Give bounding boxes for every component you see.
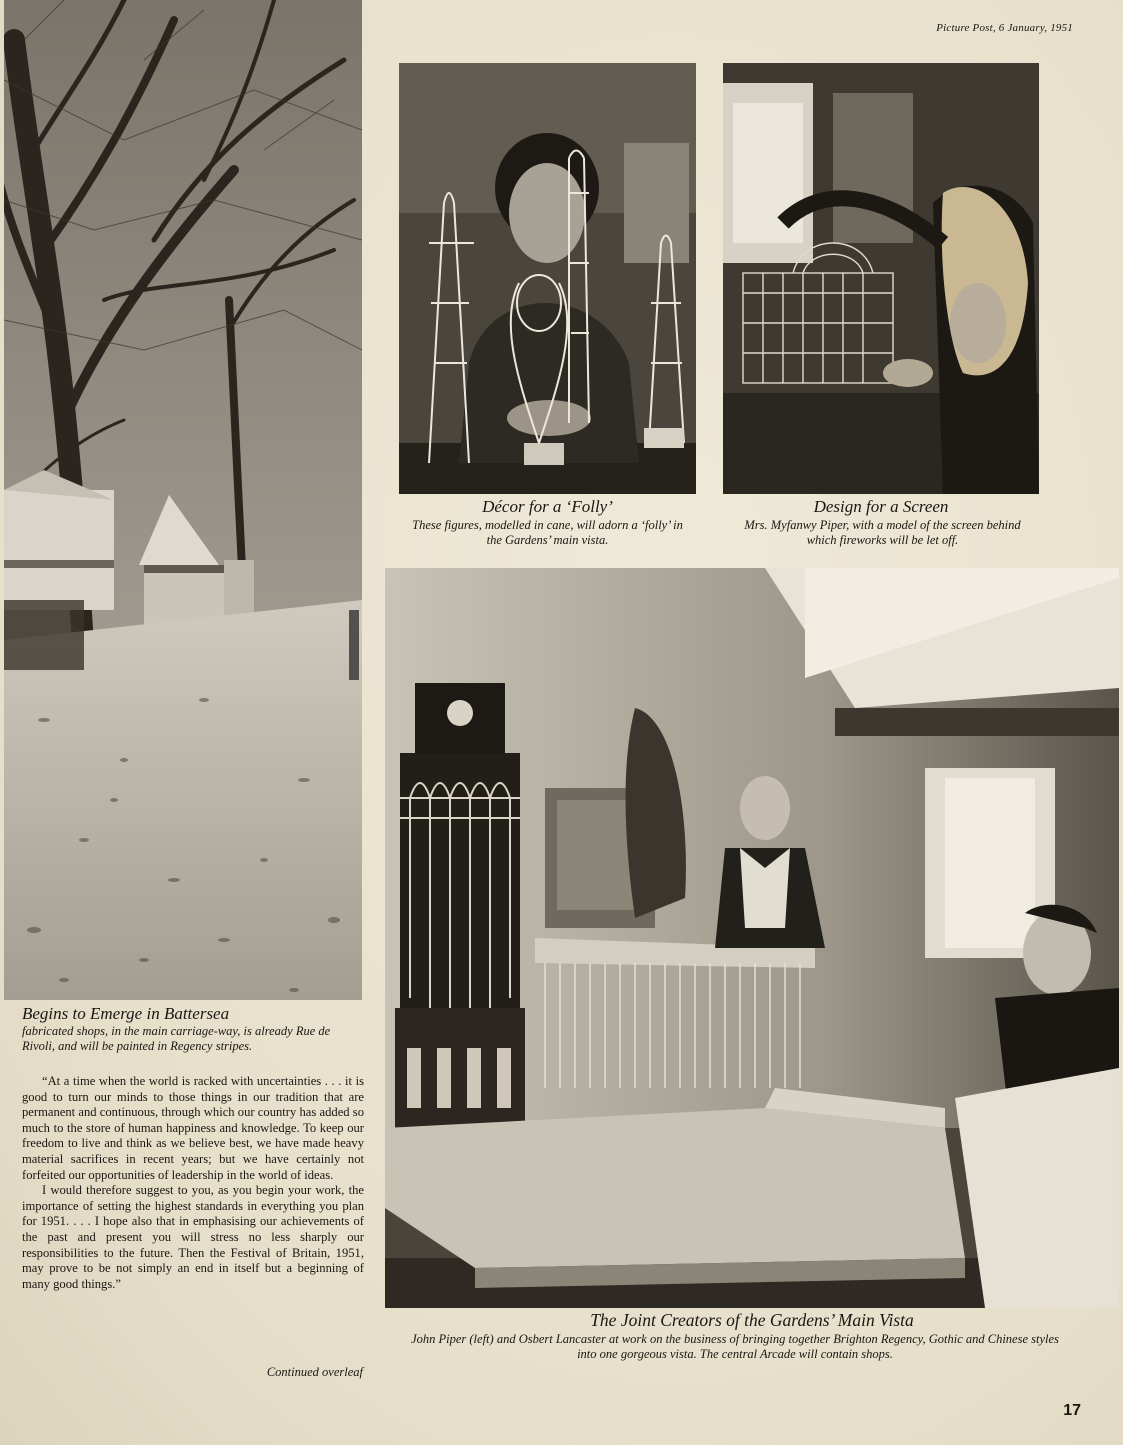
folly-title: Décor for a ‘Folly’ [482,497,613,516]
cane-figures-photo [399,63,696,494]
page-number: 17 [1063,1402,1081,1419]
article-paragraph-1: “At a time when the world is racked with uncertainties . . . it is good to turn our minds to those things in our tradition that are permanent and continuous, through which our country has added so much to the store of human happiness and knowledge. To keep our freedom to live and think as we believe best, we have made heavy material sacrifices in recent years; but we have certainly not forfeited our opportunities of leadership in the world of ideas. [22,1074,364,1182]
continued-overleaf: Continued overleaf [266,1365,363,1379]
screen-caption: Mrs. Myfanwy Piper, with a model of the screen behind which fireworks will be let off. [744,518,1021,547]
article-body [22,1074,364,1292]
folly-caption: These figures, modelled in cane, will adorn a ‘folly’ in the Gardens’ main vista. [412,518,683,547]
article-paragraph-2: I would therefore suggest to you, as you begin your work, the importance of setting the highest standards in everything you plan for 1951. . . . I hope also that in emphasising our achievements of the past and present you will stress no less sharply our responsibilities to the future. Then the Festival of Britain, 1951, may prove to be not simply an end in itself but a beginning of many good things.” [22,1183,364,1291]
vista-title: The Joint Creators of the Gardens’ Main Vista [590,1310,914,1330]
studio-vista-photo [385,568,1119,1308]
screen-model-photo [723,63,1039,494]
battersea-snow-photo [4,0,362,1000]
vista-caption: John Piper (left) and Osbert Lancaster at work on the business of bringing together Brighton Regency, Gothic and Chinese styles into one gorgeous vista. The central Arcade will contain shops. [411,1332,1059,1361]
screen-title: Design for a Screen [813,497,949,516]
battersea-title: Begins to Emerge in Battersea [22,1004,230,1023]
battersea-caption: fabricated shops, in the main carriage-way, is already Rue de Rivoli, and will be painted in Regency stripes. [22,1024,331,1053]
running-head: Picture Post, 6 January, 1951 [936,22,1073,34]
